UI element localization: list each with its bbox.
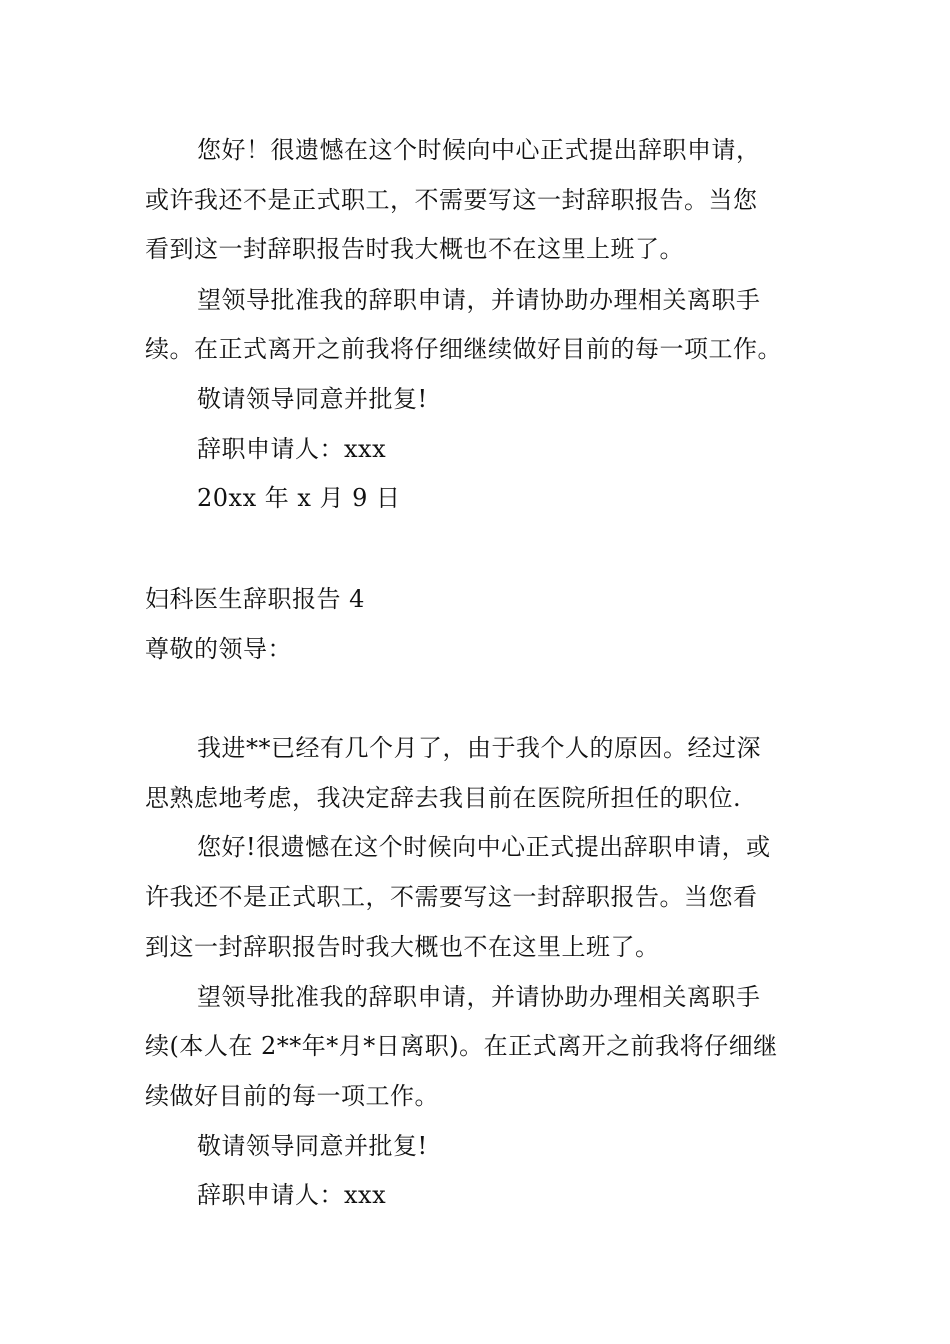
s1-signature: 辞职申请人：xxx: [197, 435, 387, 463]
s2-salutation: 尊敬的领导：: [145, 635, 292, 663]
s1-para1-line1: 您好！很遗憾在这个时候向中心正式提出辞职申请，: [197, 136, 761, 164]
s2-para1-line1: 我进**已经有几个月了，由于我个人的原因。经过深: [197, 734, 761, 762]
s1-para1-line3: 看到这一封辞职报告时我大概也不在这里上班了。: [145, 235, 684, 263]
s1-closing: 敬请领导同意并批复!: [197, 385, 428, 413]
s2-para2-line1: 您好!很遗憾在这个时候向中心正式提出辞职申请，或: [197, 833, 771, 861]
s2-para3-line3: 续做好目前的每一项工作。: [145, 1082, 439, 1110]
s2-title: 妇科医生辞职报告 4: [145, 585, 365, 613]
s2-signature: 辞职申请人：xxx: [197, 1181, 387, 1209]
s2-para2-line3: 到这一封辞职报告时我大概也不在这里上班了。: [145, 933, 660, 961]
s1-para2-line1: 望领导批准我的辞职申请，并请协助办理相关离职手: [197, 286, 761, 314]
s1-para2-line2: 续。在正式离开之前我将仔细继续做好目前的每一项工作。: [145, 335, 782, 363]
s1-para1-line2: 或许我还不是正式职工，不需要写这一封辞职报告。当您: [145, 186, 758, 214]
s2-para1-line2: 思熟虑地考虑，我决定辞去我目前在医院所担任的职位.: [145, 784, 742, 812]
s2-closing: 敬请领导同意并批复!: [197, 1132, 428, 1160]
s2-para3-line2: 续(本人在 2**年*月*日离职)。在正式离开之前我将仔细继: [145, 1032, 778, 1060]
s2-para2-line2: 许我还不是正式职工，不需要写这一封辞职报告。当您看: [145, 883, 758, 911]
s1-date: 20xx 年 x 月 9 日: [197, 484, 401, 512]
s2-para3-line1: 望领导批准我的辞职申请，并请协助办理相关离职手: [197, 983, 761, 1011]
